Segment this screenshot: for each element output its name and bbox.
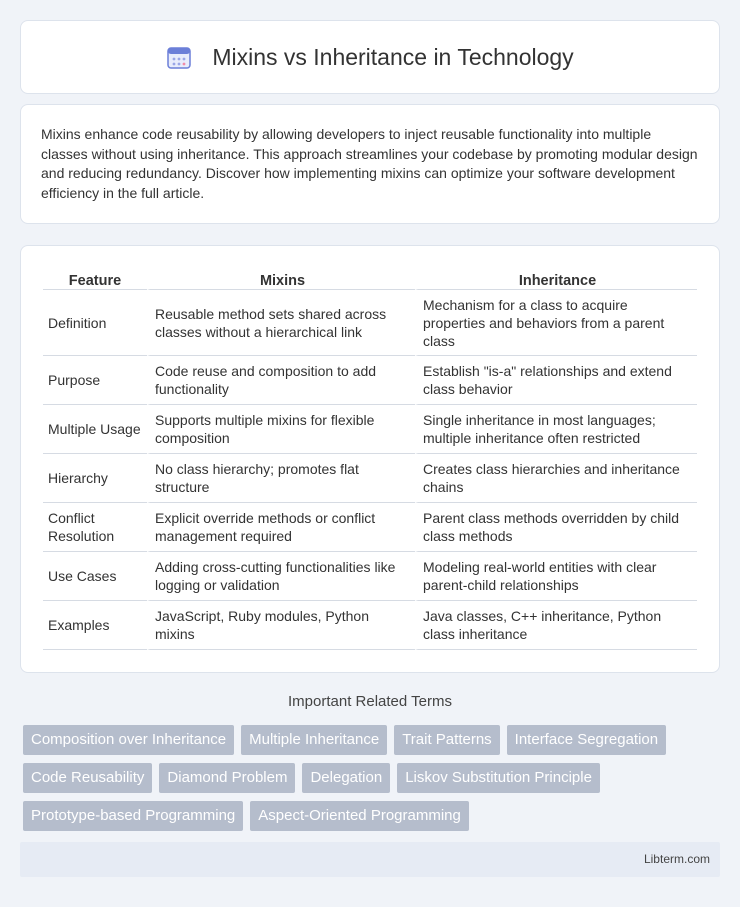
table-row xyxy=(43,601,697,650)
inheritance-cell: Parent class methods overridden by child class methods xyxy=(415,503,697,552)
intro-text: Mixins enhance code reusability by allowing developers to inject reusable functionality into multiple classes without using inheritance. This approach streamlines your codebase by promoting modular design and reducing redundancy. Discover how implementing mixins can optimize your software development efficiency in the full article. xyxy=(41,126,698,201)
related-term-tag[interactable]: Diamond Problem xyxy=(159,763,295,793)
feature-cell: Examples xyxy=(43,601,147,650)
intro-card xyxy=(20,104,720,224)
comparison-table-card xyxy=(20,245,720,673)
table-row xyxy=(43,503,697,552)
table-row xyxy=(43,405,697,454)
inheritance-cell: Establish "is-a" relationships and extend class behavior xyxy=(415,356,697,405)
page-title: Mixins vs Inheritance in Technology xyxy=(212,43,574,70)
header-feature: Feature xyxy=(43,266,147,290)
header-card xyxy=(20,20,720,94)
table-row xyxy=(43,454,697,503)
related-term-tag[interactable]: Multiple Inheritance xyxy=(241,725,387,755)
mixins-cell: Adding cross-cutting functionalities like logging or validation xyxy=(147,552,415,601)
related-term-tag[interactable]: Liskov Substitution Principle xyxy=(397,763,600,793)
inheritance-cell: Modeling real-world entities with clear parent-child relationships xyxy=(415,552,697,601)
mixins-cell: Code reuse and composition to add functionality xyxy=(147,356,415,405)
feature-cell: Hierarchy xyxy=(43,454,147,503)
feature-cell: Multiple Usage xyxy=(43,405,147,454)
header-mixins: Mixins xyxy=(147,266,415,290)
related-term-tag[interactable]: Interface Segregation xyxy=(507,725,666,755)
feature-cell: Use Cases xyxy=(43,552,147,601)
header-inheritance: Inheritance xyxy=(415,266,697,290)
mixins-cell: JavaScript, Ruby modules, Python mixins xyxy=(147,601,415,650)
related-terms-title: Important Related Terms xyxy=(288,693,452,710)
related-term-tag[interactable]: Composition over Inheritance xyxy=(23,725,234,755)
table-row xyxy=(43,290,697,356)
table-row xyxy=(43,552,697,601)
mixins-cell: Explicit override methods or conflict management required xyxy=(147,503,415,552)
mixins-cell: Supports multiple mixins for flexible composition xyxy=(147,405,415,454)
related-term-tag[interactable]: Prototype-based Programming xyxy=(23,801,243,831)
feature-cell: Conflict Resolution xyxy=(43,503,147,552)
footer-site-link[interactable]: Libterm.com xyxy=(643,852,710,866)
mixins-cell: Reusable method sets shared across classes without a hierarchical link xyxy=(147,290,415,356)
related-term-tag[interactable]: Code Reusability xyxy=(23,763,152,793)
table-row xyxy=(43,356,697,405)
feature-cell: Definition xyxy=(43,290,147,356)
related-terms-list xyxy=(23,725,723,831)
footer xyxy=(20,842,720,877)
calendar-icon xyxy=(166,44,192,70)
inheritance-cell: Mechanism for a class to acquire properties and behaviors from a parent class xyxy=(415,290,697,356)
inheritance-cell: Java classes, C++ inheritance, Python class inheritance xyxy=(415,601,697,650)
mixins-cell: No class hierarchy; promotes flat structure xyxy=(147,454,415,503)
inheritance-cell: Creates class hierarchies and inheritance chains xyxy=(415,454,697,503)
related-term-tag[interactable]: Trait Patterns xyxy=(394,725,499,755)
related-term-tag[interactable]: Delegation xyxy=(302,763,390,793)
comparison-table xyxy=(43,266,697,650)
feature-cell: Purpose xyxy=(43,356,147,405)
inheritance-cell: Single inheritance in most languages; multiple inheritance often restricted xyxy=(415,405,697,454)
related-term-tag[interactable]: Aspect-Oriented Programming xyxy=(250,801,469,831)
